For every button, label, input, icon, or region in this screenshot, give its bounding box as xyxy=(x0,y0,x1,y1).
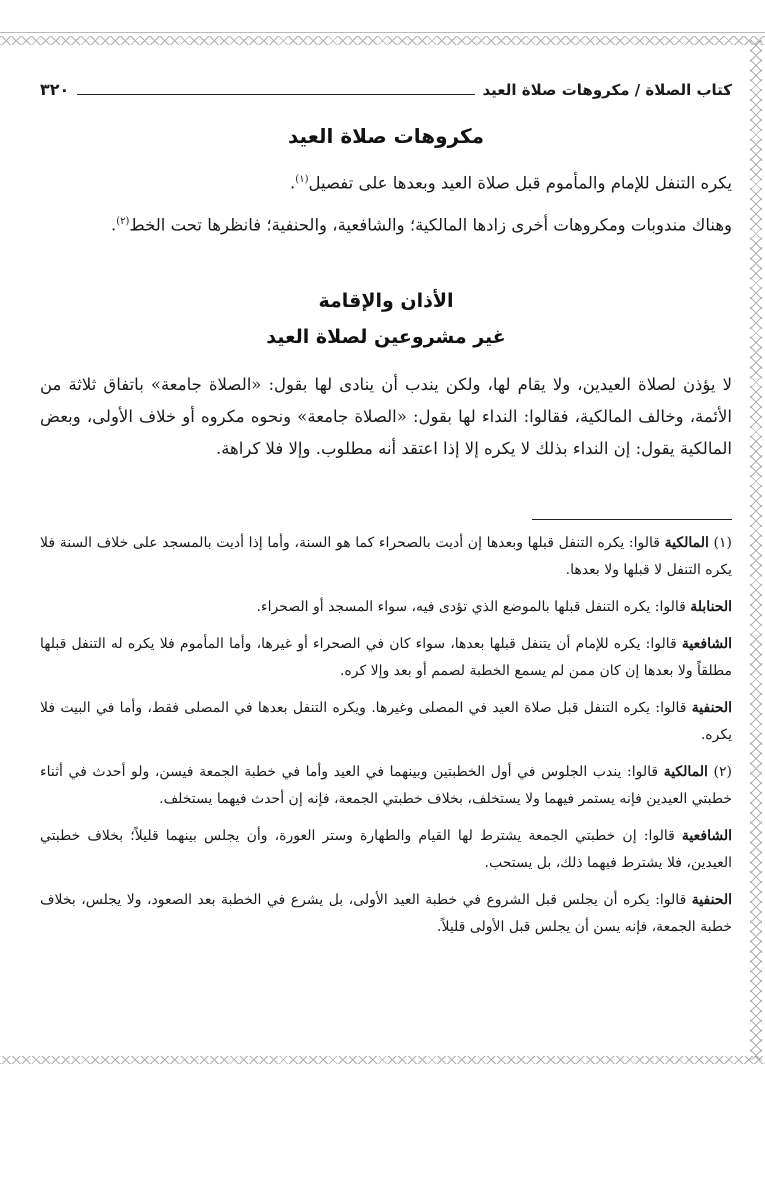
page-number: ٣٢٠ xyxy=(40,80,70,99)
footnote-number: (٢) xyxy=(713,764,733,780)
book-page xyxy=(40,48,732,1048)
footnote-text: قالوا: يكره التنفل قبلها وبعدها إن أديت بالصحراء كما هو السنة، وأما إذا أديت بالمسجد على خلاف السنة فلا يكره التنفل لا قبلها ولا بعدها. xyxy=(40,535,732,578)
footnote-school: الشافعية xyxy=(681,636,733,652)
footnote-separator xyxy=(532,519,732,520)
footnote-text: قالوا: إن خطبتي الجمعة يشترط لها القيام والطهارة وستر العورة، وأن يجلس بينهما قليلاً؛ بخلاف خطبتي العيدين، فلا يشترط فيهما ذلك، بل يستحب. xyxy=(40,828,732,871)
footnote-text: قالوا: يكره التنفل قبل صلاة العيد في المصلى وغيرها. ويكره التنفل بعدها في المصلى فقط، وأما في البيت فلا يكره. xyxy=(40,700,732,743)
footnote-school: الحنفية xyxy=(691,892,732,908)
footnote-school: الحنفية xyxy=(691,700,732,716)
subsection-paragraph: لا يؤذن لصلاة العيدين، ولا يقام لها، ولكن يندب أن ينادى لها بقول: «الصلاة جامعة» باتفاق ثلاثة من الأئمة، وخالف المالكية، فقالوا: النداء لها بقول: «الصلاة جامعة» ونحوه مكروه أو خلاف الأولى، وبعض المالكية يقول: إن النداء بذلك لا يكره إلا إذا اعتقد أنه مطلوب. وإلا فلا كراهة. xyxy=(40,375,732,458)
footnote-item xyxy=(40,887,732,941)
body-paragraph-2-text: وهناك مندوبات ومكروهات أخرى زادها المالكية؛ والشافعية، والحنفية؛ فانظرها تحت الخط xyxy=(129,215,732,234)
footnote-school: الحنابلة xyxy=(690,599,732,615)
footnote-item xyxy=(40,594,732,621)
body-paragraph-1: يكره التنفل للإمام والمأموم قبل صلاة العيد وبعدها على تفصيل$^{(١)}$. xyxy=(290,173,732,193)
footnote-item xyxy=(40,631,732,685)
footnote-school: المالكية xyxy=(663,764,708,780)
footnote-text: قالوا: يكره أن يجلس قبل الشروع في خطبة العيد الأولى، بل يشرع في الخطبة بعد الصعود، ولا يجلس، بخلاف خطبة الجمعة، فإنه يسن أن يجلس قبل الأولى قليلاً. xyxy=(40,892,732,935)
running-header xyxy=(40,80,732,110)
footnote-text: قالوا: يكره للإمام أن يتنفل قبلها بعدها، سواء كان في الصحراء أو غيرها، وأما المأموم فلا يكره له التنفل قبلها مطلقاً ولا بعدها إن كان ممن لم يسمع الخطبة لصمم أو بعد وإلا كره. xyxy=(40,636,732,679)
footnotes xyxy=(40,530,732,941)
footnote-school: الشافعية xyxy=(681,828,733,844)
subsection-heading xyxy=(40,283,732,355)
ornamental-border-top xyxy=(0,36,765,45)
footnote-ref-1: (١) xyxy=(295,174,309,185)
body-paragraph-2: وهناك مندوبات ومكروهات أخرى زادها المالكية؛ والشافعية، والحنفية؛ فانظرها تحت الخط$^{(٢)}$. xyxy=(110,215,732,234)
footnote-item xyxy=(40,695,732,749)
section-title: مكروهات صلاة العيد xyxy=(288,124,484,148)
subsection-title-line-2: غير مشروعين لصلاة العيد xyxy=(266,326,506,348)
header-rule xyxy=(77,94,474,95)
ornamental-border-right xyxy=(750,40,762,1060)
body-paragraph-1-text: يكره التنفل للإمام والمأموم قبل صلاة العيد وبعدها على تفصيل xyxy=(308,173,732,193)
footnote-school: المالكية xyxy=(664,535,709,551)
footnote-text: قالوا: يندب الجلوس في أول الخطبتين وبينهما في العيد وأما في خطبة الجمعة فيسن، ولو أحدث في أثناء خطبتي العيدين فإنه يستمر فيهما ولا يستخلف، بخلاف خطبتي الجمعة، فإنه إن أحدث فيهما يستخلف. xyxy=(40,764,732,807)
footnote-number: (١) xyxy=(713,535,732,551)
footnote-item xyxy=(40,823,732,877)
footnote-ref-2: (٢) xyxy=(116,215,130,227)
footnote-item xyxy=(40,530,732,584)
footnote-item xyxy=(40,759,732,813)
footnote-text: قالوا: يكره التنفل قبلها بالموضع الذي تؤدى فيه، سواء المسجد أو الصحراء. xyxy=(256,599,686,615)
subsection-title-line-1: الأذان والإقامة xyxy=(318,290,454,312)
running-title: كتاب الصلاة / مكروهات صلاة العيد xyxy=(482,81,732,99)
ornamental-border-bottom xyxy=(0,1056,765,1064)
